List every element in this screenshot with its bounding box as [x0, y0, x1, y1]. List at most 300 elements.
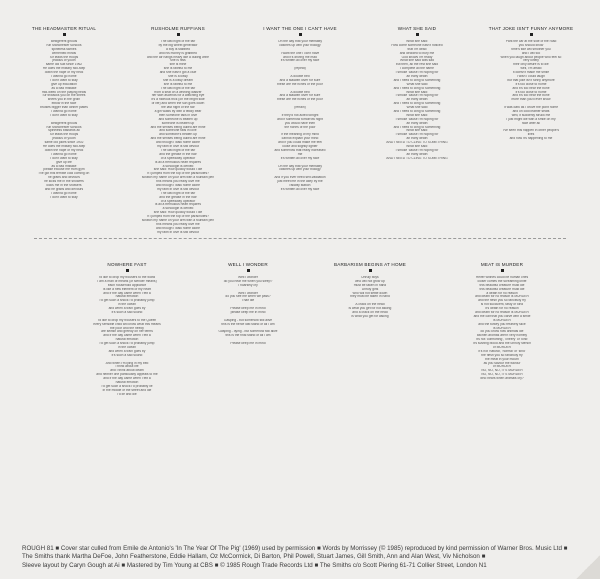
lyric-line: natural emotion	[115, 381, 139, 385]
lyric-line: give up education	[51, 82, 77, 86]
lyric-line: I don't want to stay	[50, 156, 78, 160]
lyric-line: is like a new element of my heart	[102, 287, 151, 291]
bullet-marker	[369, 269, 372, 272]
lyric-line: a boy is stabbed	[165, 47, 190, 51]
lyric-line: of a speedway operator	[160, 156, 196, 160]
lyric-line: well, it suddenly struck me	[511, 113, 551, 117]
lyric-line: and I need to cling to something	[393, 102, 441, 106]
lyric-line: it's too close to home	[515, 90, 547, 94]
lyric-line: What she said:	[406, 129, 428, 133]
lyric-line: is MURDER	[493, 326, 511, 330]
lyric-line: Sir thwacks you on the knees	[42, 94, 86, 98]
lyric-line: NO, NO, NO, IT'S MURDER	[481, 369, 523, 373]
lyric-line: and somehow that really increased	[274, 148, 326, 152]
lyric-line: and if you could make me feel	[278, 141, 322, 145]
lyric-line: I hoarsely cry	[238, 283, 258, 287]
bullet-marker: ■	[214, 561, 219, 569]
lyric-line: jealous of youth	[52, 59, 76, 63]
lyric-line: Well I wonder	[238, 291, 258, 295]
lyric-line: the poor and the needy	[110, 326, 144, 330]
lyrics	[478, 40, 584, 141]
song-title: WELL I WONDER	[228, 262, 268, 267]
lyric-line: lives	[527, 133, 535, 137]
lyric-line: it's not 'comforting', 'cheery' or 'kind'	[475, 338, 529, 342]
credit-address: The Smiths c/o Scott Piering 61-71 Collier Street, London N1	[319, 561, 487, 569]
lyric-line: What she said:	[406, 40, 428, 43]
lyrics	[250, 40, 350, 192]
lyric-line: and someone's beaten up	[159, 133, 197, 137]
lyric-line: do you know how animals die	[480, 330, 524, 334]
lyric-line: and I will too	[521, 51, 541, 55]
lyric-line: and it's too near the bone	[512, 94, 550, 98]
lyric-line: and she hasn't got a clue	[159, 71, 197, 75]
lyric-line: I smoke 'cause I'm hoping for	[395, 71, 439, 75]
lyric-line: and the turkey you festively slice	[478, 322, 526, 326]
lyric-line: scratch my name on your arm with a fountain pen	[141, 218, 215, 222]
lyric-line: he grabs and devours	[48, 176, 80, 180]
lyric-line: these are the riches of the poor	[277, 82, 323, 86]
lyric-line: a schoolgirl is denied	[162, 164, 194, 168]
lyric-line: this is the fierce last stand of all I am	[221, 322, 275, 326]
lyric-line: (repeat)	[294, 67, 306, 71]
lyric-line: you would have then	[284, 121, 316, 125]
lyric-line: I'd get such a shock I'd probably jump	[99, 342, 155, 346]
lyric-line: do you see me when we pass?	[225, 295, 271, 299]
lyric-line: my faith in love is still devout	[157, 145, 199, 149]
lyric-line: of life) and when the sun goes down	[151, 102, 205, 106]
lyric-line: it's such a sad sound	[111, 353, 143, 357]
lyric-line: kicks me in the showers	[46, 183, 82, 187]
lyrics	[20, 40, 108, 200]
lyric-line: and the flesh you so fancifully fry	[478, 299, 526, 303]
lyric-line: she is hiss	[170, 59, 186, 63]
lyric-line: kitchen aromas aren't very homely	[476, 334, 528, 338]
lyric-line: face after all	[522, 121, 540, 125]
lyric-line: it's too close to home	[515, 82, 547, 86]
lyric-line: then someone falls in love	[158, 113, 198, 117]
lyric-line: spineless swines	[51, 47, 77, 51]
lyric-line: by the big wheel generator	[158, 43, 198, 47]
lyric-line: her skirt ascends for a watching eye	[151, 94, 205, 98]
lyric-line: same old jokes since 1902	[44, 141, 84, 145]
lyric-line: cannot explain your mind	[281, 137, 319, 141]
lyric-line: it's a hideous trick (on the bright side	[151, 98, 205, 102]
song-title: RUSHOLME RUFFIANS	[151, 26, 205, 31]
lyric-line: of MURDER	[492, 346, 512, 350]
lyric-line: I am a man of means (of slender means)	[97, 279, 157, 283]
lyric-line: and I think about death	[110, 369, 144, 373]
lyric-line: and though I walk home alone	[156, 183, 200, 187]
lyrics	[446, 276, 558, 381]
lyric-line: spineless bastards all	[48, 129, 80, 133]
lyric-line: I wish I could laugh	[516, 75, 546, 79]
lyric-line: jealous of youth	[52, 137, 76, 141]
lyric-line: And when I'm lying in my bed	[105, 361, 149, 365]
lyric-line: The last night of the fair	[160, 148, 196, 152]
lyric-line: and a stalwart lover for sure	[279, 78, 321, 82]
lyric-line: that I'm dead	[407, 47, 427, 51]
lyric-line: On the day that your mentality	[278, 164, 322, 168]
song-title: THAT JOKE ISN'T FUNNY ANYMORE	[488, 26, 574, 31]
bullet-marker	[416, 33, 419, 36]
lyric-line: and on cold leather seats	[512, 110, 550, 114]
lyric-line: is what you get for asking	[351, 314, 389, 318]
lyric-line: she is mine	[169, 63, 187, 67]
lyric-line: this is the final stand of all I am	[225, 334, 271, 338]
lyric-line: mid-week on the playing fields	[41, 90, 87, 94]
lyric-line: every sensible child will know what this means	[93, 322, 161, 326]
song-title: THE HEADMASTER RITUAL	[31, 26, 97, 31]
page-curl	[576, 555, 600, 579]
lyric-line: and the calf that you carve with a smile	[473, 314, 531, 318]
lyrics	[318, 276, 422, 319]
lyric-line: is what you get for not asking	[348, 307, 392, 311]
lyric-line: and the senses being dulled are mine	[150, 125, 206, 129]
lyric-line: of MURDER	[492, 365, 512, 369]
lyric-line: natural emotion	[115, 338, 139, 342]
lyric-line: Unruly girls	[361, 287, 379, 291]
lyric-line: it's written all over my face	[280, 59, 320, 63]
lyric-line: and the grease in the hair	[159, 195, 197, 199]
lyric-line: I just might die with a smile on my	[506, 117, 556, 121]
lyric-line: Please keep me in mind	[230, 342, 266, 346]
lyric-line: an early death	[406, 152, 428, 156]
lyric-line: this beautiful creature must die	[479, 287, 525, 291]
song-rusholme-ruffians	[132, 26, 224, 236]
lyric-line: If they'd not acted tonight	[281, 113, 319, 117]
lyric-line: A crack on the head	[355, 303, 385, 307]
lyric-line: do you hear me when you sleep?	[223, 279, 273, 283]
catalogue-number: ROUGH 81	[22, 545, 54, 552]
lyric-line: and he grabs and devours	[44, 187, 84, 191]
bullet-marker	[247, 269, 250, 272]
lyric-line: time's tide will smother you	[511, 47, 551, 51]
lyric-line: she said: How quickly would I die	[153, 168, 203, 172]
lyric-line: and death for no reason is MURDER	[475, 311, 529, 315]
song-meat-is-murder	[446, 262, 558, 534]
lyric-line: What she said:	[406, 145, 428, 149]
lyric-line: it's not 'natural', 'normal' or 'kind'	[478, 349, 526, 353]
lyric-line: who will not grow up	[355, 279, 385, 283]
lyric-line: well, I'm afraid	[520, 67, 542, 71]
lyric-line: as a bad mistake	[51, 164, 77, 168]
lyric-line: it doesn't make me smile	[512, 71, 550, 75]
lyric-line: I don't want to stay	[50, 113, 78, 117]
lyric-line: from a seat on a whirling waltzer	[154, 90, 202, 94]
bullet-marker	[126, 269, 129, 272]
lyric-line: as a bad mistake	[51, 86, 77, 90]
lyric-line: in the ocean	[118, 346, 136, 350]
lyric-line: loose and slightly lighter	[282, 145, 318, 149]
song-well-i-wonder	[200, 262, 296, 534]
lyric-line: Belligerent ghouls	[50, 121, 78, 125]
section-divider	[34, 238, 566, 239]
lyric-line: it's such a sad sound	[111, 311, 143, 315]
lyric-line: their only desire is to die	[513, 63, 549, 67]
lyric-line: each household appliance	[107, 283, 147, 287]
credit-mastering: Mastered by Tim Young at CBS	[126, 561, 213, 569]
lyric-line: elbow in the face	[51, 102, 77, 106]
lyric-line: He does the military two-step	[42, 145, 86, 149]
lyric-line: knees you in the groin	[47, 98, 81, 102]
lyric-line: please keep me in mind	[230, 311, 266, 315]
lyric-line: is not succulent, tasty or kind	[480, 303, 524, 307]
lyric-line: someone is beaten up	[161, 121, 195, 125]
lyric-line: my faith in love is still devout	[157, 230, 199, 234]
lyric-line: and I need to cling to something	[393, 86, 441, 90]
lyric-line: must be taken in hand	[353, 283, 387, 287]
lyric-line: I don't want to stay	[50, 78, 78, 82]
lyric-line: give up life	[56, 160, 72, 164]
lyric-line: in the ocean	[118, 303, 136, 307]
lyric-line: who will not settle down	[352, 291, 388, 295]
lyric-line: I'd like to drop my trousers to the world	[98, 276, 156, 279]
lyric-line: if the meaning of my mind	[281, 133, 319, 137]
lyric-line: I smoke 'cause I'm hoping for	[395, 148, 439, 152]
lyric-line: God knows I'm ready	[401, 55, 433, 59]
lyric-line: and the grease in the hair	[159, 152, 197, 156]
lyric-line: and someone falls in love	[159, 129, 197, 133]
bullet-marker: ■	[563, 545, 568, 552]
lyric-line: the last night of the fair	[161, 106, 195, 110]
lyric-line: is all a tremulous heart requires	[155, 203, 201, 207]
lyric-line: who hears when animals cry?	[480, 377, 524, 381]
song-headmaster-ritual	[20, 26, 108, 236]
lyric-line: of a speedway operator	[160, 199, 196, 203]
lyric-line: On the day that your mentality	[278, 40, 322, 43]
lyrics	[372, 40, 462, 161]
lyric-line: and death for no reason is MURDER	[475, 295, 529, 299]
lyric-line: cemented minds	[51, 51, 77, 55]
lyric-line: I wanna go home	[51, 75, 77, 79]
lyric-line: Well I wonder	[238, 276, 258, 279]
lyric-line: this means you really love me	[156, 180, 200, 184]
lyric-line: me	[297, 152, 303, 156]
lyric-line: and if somehow tomorrow night	[277, 117, 323, 121]
lyric-line: He does the military two-step	[42, 67, 86, 71]
song-barbarism	[318, 262, 422, 534]
lyric-line: down the nape of my neck	[44, 148, 84, 152]
lyric-line: and it's driving me mad	[283, 55, 317, 59]
lyric-line: are selfish and greedy on her terms	[101, 330, 153, 334]
lyric-line: in the middle of the street and die	[102, 388, 152, 392]
lyric-line: an early death	[406, 121, 428, 125]
lyric-line: I've seen this happen in other people's	[502, 129, 560, 133]
lyric-line: a girl walks by with a teddy bear	[154, 110, 202, 114]
lyric-line: is MURDER	[493, 318, 511, 322]
lyric-line: it's death for no reason	[485, 307, 519, 311]
lyric-line: and when a train goes by	[108, 307, 146, 311]
lyric-line: and his money is grabbed	[159, 51, 197, 55]
lyrics	[132, 40, 224, 235]
lyric-line: please excuse me from gym	[43, 168, 85, 172]
bullet-marker	[299, 33, 302, 36]
lyric-line: Unruly boys	[361, 276, 379, 279]
lyric-line: and a stalwart lover for sure	[279, 94, 321, 98]
lyric-line: she is a kissy	[168, 75, 188, 79]
lyric-line: closer comes the screaming knife	[477, 279, 527, 283]
lyric-line: as you savour the flavour	[483, 361, 521, 365]
lyric-line: run Manchester schools	[46, 125, 82, 129]
lyric-line: I wanna go home	[51, 152, 77, 156]
lyric-line: more than you'll ever know	[511, 98, 551, 102]
credit-copyright: © 1985 Rough Trade Records Ltd	[220, 561, 313, 569]
bullet-marker	[501, 269, 504, 272]
song-title: MEAT IS MURDER	[480, 262, 524, 267]
lyric-line: I want the one I can't have	[280, 51, 320, 55]
bullet-marker	[63, 33, 66, 36]
lyric-line: and neither one particularly appeals to me	[96, 373, 158, 377]
lyric-line: catches up with your biology	[279, 168, 321, 172]
lyric-line: I half die	[241, 299, 255, 303]
lyrics	[200, 276, 296, 346]
lyric-line: and decided to bury me	[399, 51, 435, 55]
bullet-marker: ■	[121, 561, 126, 569]
credit-layout: Sleeve layout by Caryn Gough at Ai	[22, 561, 120, 569]
lyric-line: Gasping - but somehow still alive	[223, 318, 273, 322]
song-title: I WANT THE ONE I CAN'T HAVE	[263, 26, 337, 31]
lyric-line: I'd like to drop my trousers to the Queen	[97, 318, 157, 322]
lyric-line: just meet me in the alley by the	[277, 180, 323, 184]
lyric-line: natural emotion	[115, 295, 139, 299]
lyric-line: I wanna go home	[51, 191, 77, 195]
lyric-line: and now it's happening to me	[509, 137, 553, 141]
lyric-line: railway station	[289, 183, 311, 187]
lyric-line: run Manchester schools	[46, 43, 82, 47]
lyric-line: when you laugh about people who feel so	[500, 55, 562, 59]
lyric-line: the flesh you so fancifully fry	[481, 353, 523, 357]
lyric-line: I don't want to stay	[50, 195, 78, 199]
lyric-line: I smoke 'cause I'm hoping for	[395, 133, 439, 137]
lyric-line: very lonely	[523, 59, 539, 63]
lyric-line: down the nape of my neck	[44, 71, 84, 75]
song-nowhere-fast	[72, 262, 182, 534]
lyric-line: and I need to cling to something	[393, 125, 441, 129]
lyric-line: these are the riches of the poor	[277, 98, 323, 102]
lyric-line: It was dark as I drove the point home	[503, 106, 559, 110]
lyric-line: What she said:	[406, 113, 428, 117]
credit-thanks: The Smiths thank Martha DeFoe, John Featherstone, Eddie Hallam, Oz McCormick, Di Barton, Phil Powell, Stuart James, Gill Smith, Ann and Alan West, Viv Nicholson	[22, 553, 480, 561]
lyric-line: and I need to cling to something	[393, 110, 441, 114]
lyric-line: and it's too near the bone	[512, 86, 550, 90]
lyric-line: she said: How quickly would I die	[153, 211, 203, 215]
lyric-line: and though I walk home alone	[156, 141, 200, 145]
lyric-line: she is a kissy dream	[163, 78, 193, 82]
lyric-line: I'd get such a shock I'd probably jump	[99, 299, 155, 303]
lyric-line: a schoolgirl is denied	[162, 207, 194, 211]
bullet-marker: ■	[316, 545, 321, 552]
song-that-joke	[478, 26, 584, 236]
lyric-line: same old suit since 1962	[45, 63, 83, 67]
lyric-line: a death for no reason	[486, 291, 518, 295]
song-what-she-said	[372, 26, 462, 236]
lyric-line: Park the car at the side of the road	[505, 40, 557, 43]
lyric-line: the meat in your mouth	[485, 357, 519, 361]
lyric-line: but then, all the rest she said	[395, 63, 439, 67]
lyric-line: and if the day came when I felt a	[103, 291, 151, 295]
lyric-line: an early death	[406, 98, 428, 102]
lyric-line: I think about life	[115, 365, 139, 369]
lyric-line: catches up with your biology	[279, 43, 321, 47]
lyric-line: NO, NO, NO, IT'S MURDER	[481, 373, 523, 377]
lyric-line: Sir leads the troops	[49, 133, 79, 137]
lyric-line: A double bed	[290, 90, 310, 94]
lyric-line: and someone is beaten up	[158, 117, 198, 121]
song-i-want-the-one	[250, 26, 350, 236]
lyric-line: she is faithful to me	[163, 82, 193, 86]
lyric-line: What she said	[406, 106, 428, 110]
bullet-marker: ■	[481, 553, 486, 561]
bullet-marker	[530, 33, 533, 36]
sleeve-credits	[22, 545, 578, 570]
lyric-line: How come someone hasn't noticed	[391, 43, 443, 47]
lyric-line: (refrain)	[294, 106, 306, 110]
lyric-line: I smoke 'cause I'm hoping for	[395, 94, 439, 98]
lyric-line: and if the day came when I felt a	[103, 377, 151, 381]
lyric-line: I've got this terrible cold coming on	[38, 172, 90, 176]
lyric-line: The last night of the fair	[160, 191, 196, 195]
lyric-line: they must be taken in hand	[350, 295, 390, 299]
lyric-line: an early death	[406, 75, 428, 79]
bullet-marker	[177, 33, 180, 36]
lyric-line: bruises bigger than dinner plates	[40, 106, 88, 110]
lyric-line: she is faithful to me	[163, 67, 193, 71]
lyric-line: and a crack on the head	[352, 311, 388, 315]
lyric-line: and the air hangs heavy like a dulling wine	[147, 55, 209, 59]
lyric-line: if I jumped from the top of the parachutes?	[147, 215, 209, 219]
song-title: NOWHERE FAST	[107, 262, 147, 267]
lyric-line: I'd lie and die	[117, 392, 137, 396]
lyric-line: The last night of the fair	[160, 86, 196, 90]
lyric-line: AND I NEED TO CLING TO SOMETHING	[386, 156, 448, 160]
lyric-line: and if the day came when I felt a	[103, 334, 151, 338]
lyric-line: an early death	[406, 137, 428, 141]
lyric-line: it's written all over my face	[280, 156, 320, 160]
credit-cover-star: Cover star culled from Emile de Antonio's 'In The Year Of The Pig' (1969) used by permission	[60, 545, 316, 552]
lyrics	[72, 276, 182, 397]
lyric-line: Gasping - dying - but somehow still alive	[218, 330, 278, 334]
lyric-line: you should know	[518, 43, 544, 47]
lyric-line: I'd get such a shock I'd probably lie	[101, 384, 153, 388]
lyric-line: this means you really love me	[156, 222, 200, 226]
lyric-line: my faith in love is still devout	[157, 187, 199, 191]
lyric-line: he kicks me in the showers	[44, 180, 84, 184]
lyric-line: the riches of the poor	[284, 125, 316, 129]
lyric-line: and I need to cling to something	[393, 78, 441, 82]
lyric-line: What she said	[406, 82, 428, 86]
lyric-line: I wanna go home	[51, 110, 77, 114]
lyric-line: What she said was sad	[400, 59, 434, 63]
lyric-line: and when a train goes by	[108, 349, 146, 353]
lyric-line: and though I walk home alone	[156, 226, 200, 230]
song-title: BARBARISM BEGINS AT HOME	[333, 262, 407, 267]
lyric-line: I complete all the flame	[400, 67, 434, 71]
lyric-line: this beautiful creature must die	[479, 283, 525, 287]
lyric-line: but that joke isn't funny anymore	[507, 78, 555, 82]
bullet-marker: ■	[55, 545, 60, 552]
lyric-line: A double bed	[290, 75, 310, 79]
lyric-line: scratch my name on your arm with a fountain pen	[141, 176, 215, 180]
lyric-line: What she said:	[406, 90, 428, 94]
lyric-line: And if you ever need self-validation	[274, 176, 326, 180]
lyric-line: and the senses being dulled are mine	[150, 137, 206, 141]
lyric-line: if I jumped from the top of the parachutes?	[147, 172, 209, 176]
lyric-line: it's sizzling blood and the unholy stench	[473, 342, 531, 346]
lyric-line: AND I NEED TO CLING TO SOMETHING	[386, 141, 448, 145]
lyric-line: Heifer whines could be human cries	[475, 276, 529, 279]
bullet-marker: ■	[314, 561, 319, 569]
credit-words: Words by Morrissey (© 1985) reproduced by kind permission of Warner Bros. Music Ltd	[322, 545, 562, 552]
